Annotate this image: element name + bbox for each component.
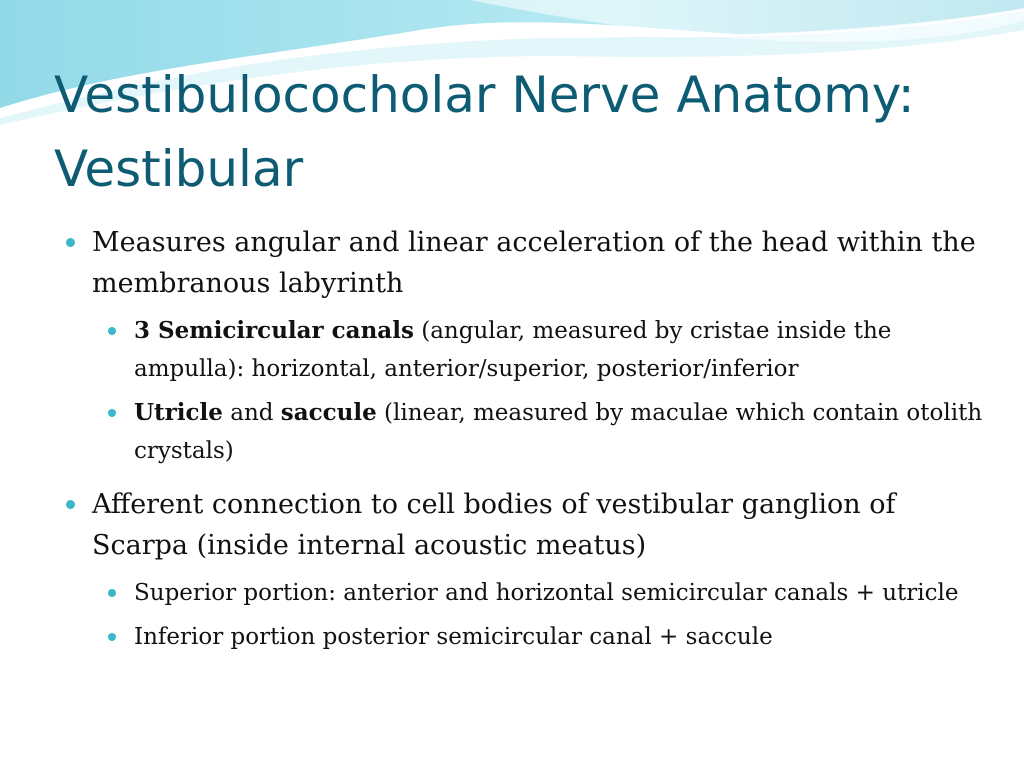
bullet-dot-icon <box>108 409 116 417</box>
sub-bullet-item <box>108 618 986 656</box>
bullet-dot-icon <box>66 500 75 509</box>
sub-bullet-text: Inferior portion posterior semicircular canal + saccule <box>134 624 773 650</box>
bold-term: saccule <box>280 399 377 426</box>
bullet-dot-icon <box>108 633 116 641</box>
bullet-dot-icon <box>108 589 116 597</box>
sub-bullet-item <box>108 312 986 388</box>
bullet-dot-icon <box>66 238 75 247</box>
bullet-item <box>66 484 986 566</box>
sub-bullet-text: (angular, measured by cristae inside the ampulla): horizontal, anterior/superior, posterior/inferior <box>134 318 892 382</box>
bullet-text: Afferent connection to cell bodies of vestibular ganglion of Scarpa (inside internal acoustic meatus) <box>92 489 896 561</box>
sub-bullet-text: Superior portion: anterior and horizontal semicircular canals + utricle <box>134 580 959 606</box>
bold-term: 3 Semicircular canals <box>134 317 414 344</box>
sub-bullet-item <box>108 574 986 612</box>
bullet-text: Measures angular and linear acceleration of the head within the membranous labyrinth <box>92 227 976 299</box>
bullet-list <box>66 222 986 662</box>
sub-bullet-item <box>108 394 986 470</box>
bullet-dot-icon <box>108 327 116 335</box>
bullet-item <box>66 222 986 304</box>
slide-title: Vestibulococholar Nerve Anatomy: Vestibular <box>54 66 915 198</box>
sub-bullet-text: (linear, measured by maculae which contain otolith crystals) <box>134 400 983 464</box>
sub-bullet-text: and <box>222 400 281 426</box>
bold-term: Utricle <box>134 399 223 426</box>
